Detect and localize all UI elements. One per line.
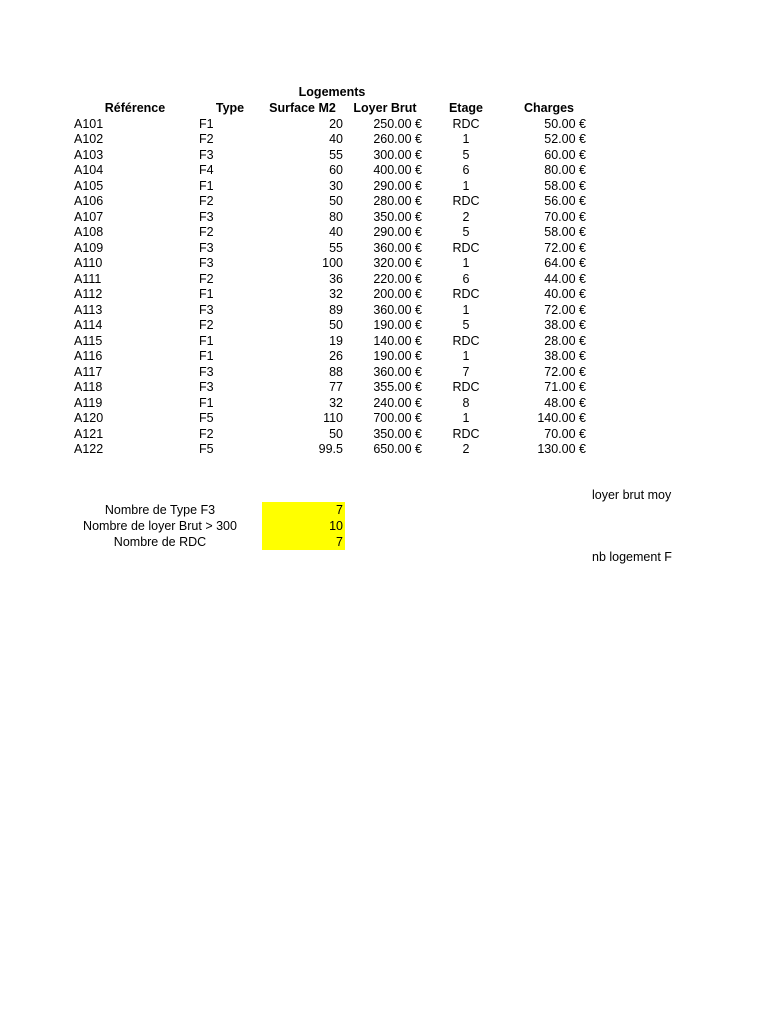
cell-loyer[interactable]: 280.00 €: [373, 194, 422, 208]
cell-type[interactable]: F2: [199, 318, 214, 332]
cell-loyer[interactable]: 200.00 €: [373, 287, 422, 301]
cell-loyer[interactable]: 350.00 €: [373, 426, 422, 441]
table-row: [0, 442, 768, 458]
cell-type[interactable]: F3: [199, 240, 214, 255]
cell-surface[interactable]: 55: [329, 147, 343, 162]
cell-loyer[interactable]: 360.00 €: [373, 240, 422, 255]
cell-etage[interactable]: 1: [462, 132, 470, 146]
table-row: [0, 303, 768, 319]
cell-type[interactable]: F2: [199, 194, 214, 208]
cell-charges[interactable]: 58.00 €: [544, 225, 586, 239]
cell-reference[interactable]: A118: [74, 380, 103, 394]
table-row: [0, 225, 768, 241]
table-row: [0, 256, 768, 272]
cell-etage[interactable]: RDC: [452, 426, 480, 441]
cell-type[interactable]: F2: [199, 271, 214, 286]
cell-etage[interactable]: 7: [462, 364, 470, 379]
cell-reference[interactable]: A107: [74, 209, 104, 224]
cell-charges[interactable]: 50.00 €: [544, 116, 586, 131]
cell-reference[interactable]: A102: [74, 132, 104, 146]
header-surface: Surface M2: [269, 101, 336, 115]
stat-label: Nombre de RDC: [113, 535, 207, 549]
stat-row-f3: [0, 502, 768, 518]
cell-reference[interactable]: A110: [74, 256, 103, 270]
cell-surface[interactable]: 19: [329, 333, 343, 348]
cell-loyer[interactable]: 290.00 €: [373, 225, 422, 239]
cell-surface[interactable]: 100: [322, 256, 343, 270]
table-row: [0, 318, 768, 334]
cell-type[interactable]: F3: [199, 364, 214, 379]
cell-etage[interactable]: RDC: [452, 194, 480, 208]
cell-surface[interactable]: 36: [329, 271, 343, 286]
cell-charges[interactable]: 72.00 €: [544, 240, 586, 255]
table-row: [0, 396, 768, 412]
cell-reference[interactable]: A109: [74, 240, 104, 255]
cell-loyer[interactable]: 240.00 €: [373, 395, 422, 410]
cell-surface[interactable]: 50: [329, 426, 343, 441]
stat-label: Nombre de Type F3: [104, 503, 216, 517]
cell-loyer[interactable]: 360.00 €: [373, 302, 422, 317]
cell-reference[interactable]: A121: [74, 426, 104, 441]
cell-surface[interactable]: 40: [329, 132, 343, 146]
cell-etage[interactable]: 5: [462, 318, 470, 332]
table-row: [0, 365, 768, 381]
cell-charges[interactable]: 72.00 €: [544, 302, 586, 317]
stat-row-rdc: [0, 534, 768, 550]
cell-etage[interactable]: 1: [462, 302, 470, 317]
cell-loyer[interactable]: 355.00 €: [373, 380, 422, 394]
cell-loyer[interactable]: 700.00 €: [373, 411, 422, 425]
header-charges: Charges: [523, 101, 575, 115]
table-row: [0, 194, 768, 210]
cell-surface[interactable]: 30: [329, 178, 343, 193]
table-row: [0, 272, 768, 288]
cell-charges[interactable]: 38.00 €: [544, 349, 586, 363]
cell-type[interactable]: F3: [199, 302, 214, 317]
cell-type[interactable]: F2: [199, 132, 214, 146]
cell-etage[interactable]: RDC: [452, 116, 480, 131]
cell-reference[interactable]: A115: [74, 333, 103, 348]
cell-surface[interactable]: 32: [329, 287, 343, 301]
cell-type[interactable]: F5: [199, 442, 214, 456]
cell-charges[interactable]: 60.00 €: [544, 147, 586, 162]
cell-etage[interactable]: 5: [462, 147, 470, 162]
cell-surface[interactable]: 40: [329, 225, 343, 239]
cell-type[interactable]: F1: [199, 395, 214, 410]
cell-surface[interactable]: 50: [329, 318, 343, 332]
cell-surface[interactable]: 99.5: [318, 442, 343, 456]
cell-type[interactable]: F1: [199, 116, 214, 131]
cell-loyer[interactable]: 360.00 €: [373, 364, 422, 379]
cell-surface[interactable]: 77: [329, 380, 343, 394]
table-row: [0, 132, 768, 148]
cell-etage[interactable]: RDC: [452, 240, 480, 255]
table-row: [0, 163, 768, 179]
cell-charges[interactable]: 70.00 €: [544, 426, 586, 441]
cell-reference[interactable]: A101: [74, 116, 104, 131]
cell-etage[interactable]: 6: [462, 271, 470, 286]
cell-reference[interactable]: A106: [74, 194, 104, 208]
cell-type[interactable]: F5: [199, 411, 214, 425]
cell-etage[interactable]: 8: [462, 395, 470, 410]
stat-value[interactable]: 7: [262, 502, 345, 518]
cell-surface[interactable]: 50: [329, 194, 343, 208]
cell-surface[interactable]: 88: [329, 364, 343, 379]
cell-etage[interactable]: 1: [462, 256, 470, 270]
cell-charges[interactable]: 64.00 €: [544, 256, 586, 270]
cell-charges[interactable]: 40.00 €: [544, 287, 586, 301]
table-row: [0, 241, 768, 257]
table-row: [0, 117, 768, 133]
cell-surface[interactable]: 32: [329, 395, 343, 410]
cell-type[interactable]: F3: [199, 147, 214, 162]
cell-charges[interactable]: 140.00 €: [537, 411, 586, 425]
cell-reference[interactable]: A122: [74, 442, 104, 456]
cell-reference[interactable]: A116: [74, 349, 103, 363]
cell-loyer[interactable]: 190.00 €: [373, 349, 422, 363]
table-row: [0, 349, 768, 365]
cell-etage[interactable]: 5: [462, 225, 470, 239]
cell-type[interactable]: F3: [199, 380, 214, 394]
cell-charges[interactable]: 58.00 €: [544, 178, 586, 193]
header-etage: Etage: [448, 101, 484, 115]
cell-charges[interactable]: 38.00 €: [544, 318, 586, 332]
cell-type[interactable]: F1: [199, 287, 214, 301]
cell-etage[interactable]: RDC: [452, 333, 480, 348]
cell-charges[interactable]: 130.00 €: [537, 442, 586, 456]
cell-surface[interactable]: 110: [323, 411, 343, 425]
stat-value[interactable]: 10: [262, 518, 345, 534]
cell-type[interactable]: F2: [199, 426, 214, 441]
cell-surface[interactable]: 80: [329, 209, 343, 224]
table-row: [0, 411, 768, 427]
cell-type[interactable]: F1: [199, 178, 214, 193]
cell-surface[interactable]: 26: [329, 349, 343, 363]
cell-charges[interactable]: 72.00 €: [544, 364, 586, 379]
cell-reference[interactable]: A111: [74, 271, 102, 286]
cell-loyer[interactable]: 260.00 €: [373, 132, 422, 146]
stat-label: Nombre de loyer Brut > 300: [83, 519, 237, 533]
side-label-loyer-moy: loyer brut moy: [592, 488, 672, 502]
cell-loyer[interactable]: 250.00 €: [373, 116, 422, 131]
cell-surface[interactable]: 55: [329, 240, 343, 255]
cell-charges[interactable]: 44.00 €: [544, 271, 586, 286]
cell-reference[interactable]: A113: [74, 302, 103, 317]
table-row: [0, 380, 768, 396]
cell-etage[interactable]: 1: [462, 349, 470, 363]
cell-charges[interactable]: 70.00 €: [544, 209, 586, 224]
cell-loyer[interactable]: 220.00 €: [373, 271, 422, 286]
table-row: [0, 427, 768, 443]
cell-charges[interactable]: 56.00 €: [544, 194, 586, 208]
cell-loyer[interactable]: 140.00 €: [373, 333, 422, 348]
cell-loyer[interactable]: 650.00 €: [373, 442, 422, 456]
cell-reference[interactable]: A105: [74, 178, 104, 193]
cell-charges[interactable]: 80.00 €: [544, 163, 586, 177]
cell-loyer[interactable]: 300.00 €: [373, 147, 422, 162]
cell-type[interactable]: F2: [199, 225, 214, 239]
cell-reference[interactable]: A104: [74, 163, 104, 177]
sheet-title: Logements: [298, 85, 366, 99]
cell-loyer[interactable]: 320.00 €: [373, 256, 422, 270]
side-label-nb-logement: nb logement F: [592, 550, 672, 564]
header-type: Type: [215, 101, 245, 115]
cell-loyer[interactable]: 190.00 €: [373, 318, 422, 332]
cell-surface[interactable]: 20: [329, 116, 343, 131]
table-row: [0, 179, 768, 195]
table-row: [0, 148, 768, 164]
cell-reference[interactable]: A103: [74, 147, 104, 162]
table-row: [0, 334, 768, 350]
header-loyer: Loyer Brut: [353, 101, 417, 115]
cell-reference[interactable]: A114: [74, 318, 103, 332]
cell-etage[interactable]: 2: [462, 442, 470, 456]
cell-etage[interactable]: 1: [462, 178, 470, 193]
cell-etage[interactable]: 6: [462, 163, 470, 177]
cell-etage[interactable]: RDC: [452, 287, 480, 301]
stat-value[interactable]: 7: [262, 534, 345, 550]
cell-etage[interactable]: 2: [462, 209, 470, 224]
stat-row-loyer: [0, 518, 768, 534]
cell-charges[interactable]: 28.00 €: [544, 333, 586, 348]
cell-type[interactable]: F3: [199, 209, 214, 224]
cell-loyer[interactable]: 350.00 €: [373, 209, 422, 224]
table-header: [0, 101, 768, 117]
cell-type[interactable]: F4: [199, 163, 214, 177]
cell-loyer[interactable]: 400.00 €: [373, 163, 422, 177]
cell-charges[interactable]: 52.00 €: [544, 132, 586, 146]
cell-reference[interactable]: A108: [74, 225, 104, 239]
cell-charges[interactable]: 48.00 €: [544, 395, 586, 410]
cell-reference[interactable]: A117: [74, 364, 103, 379]
cell-type[interactable]: F3: [199, 256, 214, 270]
cell-surface[interactable]: 60: [329, 163, 343, 177]
cell-reference[interactable]: A119: [74, 395, 103, 410]
cell-loyer[interactable]: 290.00 €: [373, 178, 422, 193]
cell-etage[interactable]: RDC: [452, 380, 480, 394]
cell-charges[interactable]: 71.00 €: [544, 380, 586, 394]
cell-etage[interactable]: 1: [462, 411, 470, 425]
cell-reference[interactable]: A112: [74, 287, 103, 301]
cell-type[interactable]: F1: [199, 349, 214, 363]
table-row: [0, 287, 768, 303]
cell-type[interactable]: F1: [199, 333, 214, 348]
header-reference: Référence: [104, 101, 166, 115]
cell-reference[interactable]: A120: [74, 411, 104, 425]
cell-surface[interactable]: 89: [329, 302, 343, 317]
table-row: [0, 210, 768, 226]
